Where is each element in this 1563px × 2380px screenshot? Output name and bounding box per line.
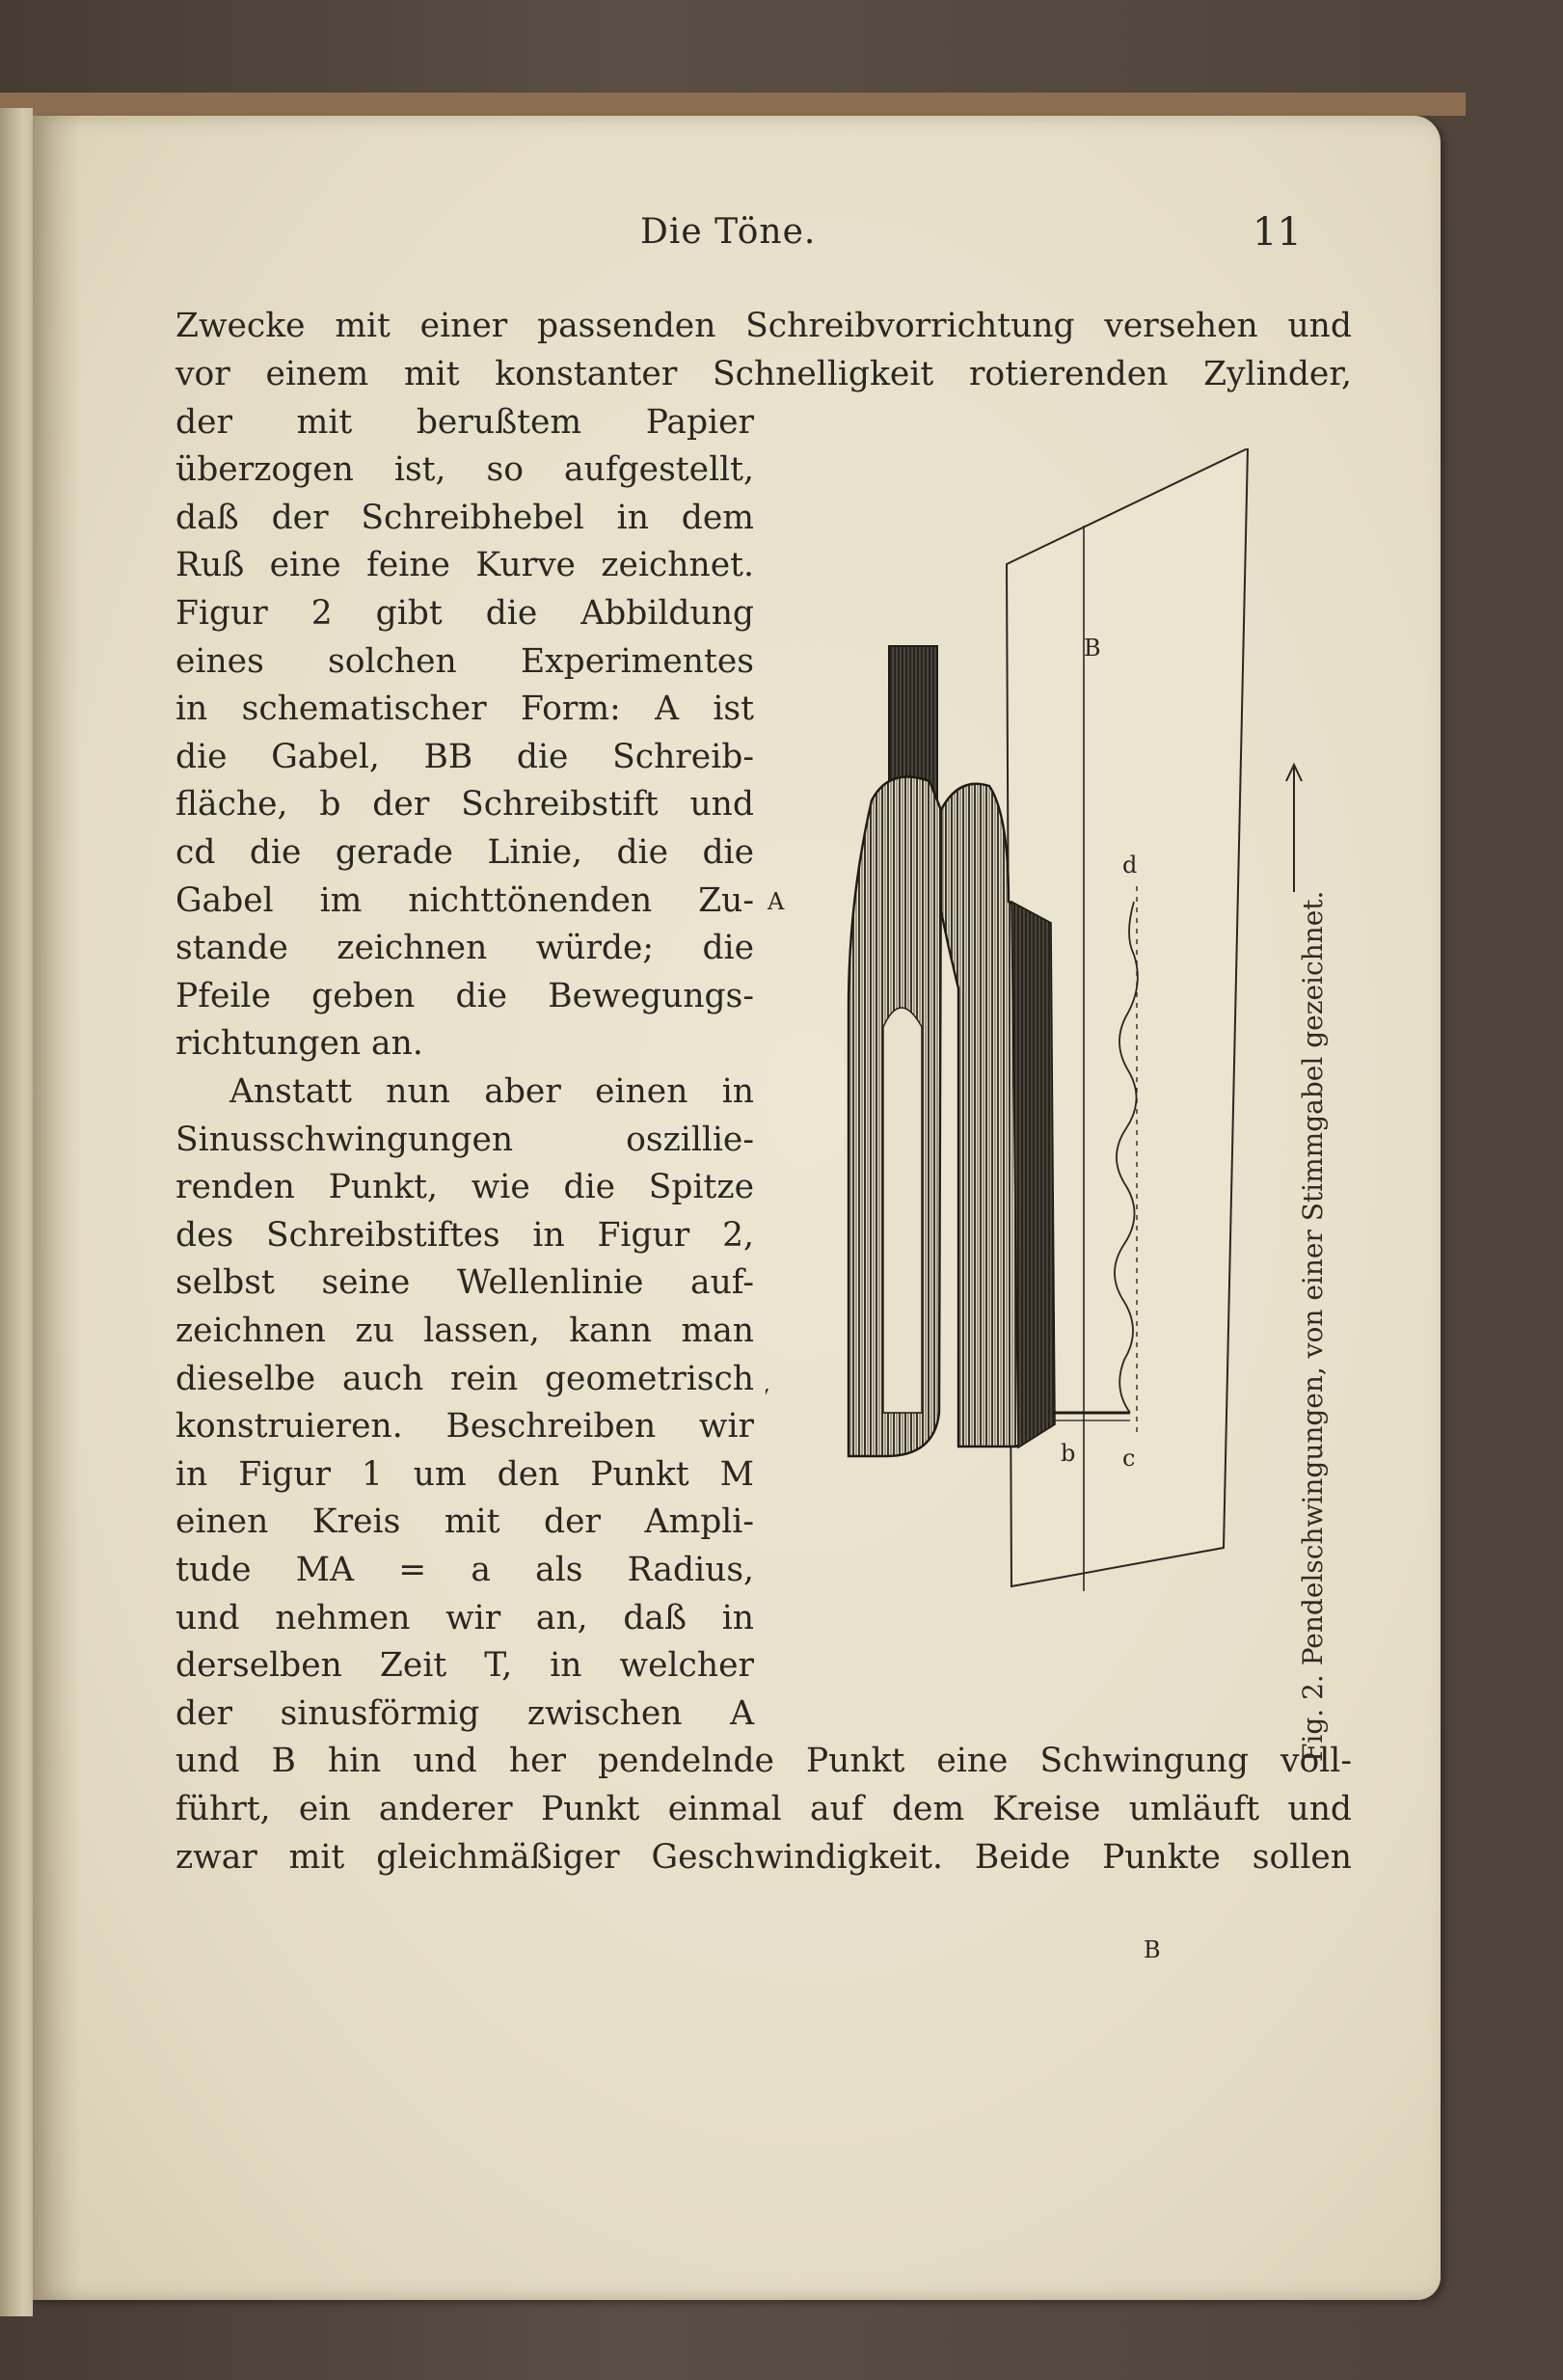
body-line: Zwecke mit einer passenden Schreibvorrichtung versehen und <box>175 307 1352 345</box>
body-line: zeichnen zu lassen, kann man <box>175 1312 754 1350</box>
fork-gap <box>883 1008 922 1413</box>
body-line: in Figur 1 um den Punkt M <box>175 1455 754 1494</box>
body-line: vor einem mit konstanter Schnelligkeit rotierenden Zylinder, <box>175 355 1352 393</box>
body-line: Gabel im nichttönenden Zu- <box>175 881 754 920</box>
body-line: tude MA = a als Radius, <box>175 1551 754 1589</box>
body-line: cd die gerade Linie, die die <box>175 833 754 872</box>
body-line: Anstatt nun aber einen in <box>229 1072 754 1111</box>
body-line: der sinusförmig zwischen A <box>175 1694 754 1733</box>
body-line: die Gabel, BB die Schreib- <box>175 738 754 776</box>
body-line: dieselbe auch rein geometrisch <box>175 1360 754 1398</box>
body-line: Figur 2 gibt die Abbildung <box>175 594 754 633</box>
body-line: konstruieren. Beschreiben wir <box>175 1407 754 1446</box>
label-surface-top: B <box>1084 635 1101 662</box>
label-stylus: b <box>1061 1440 1076 1467</box>
body-line: Pfeile geben die Bewegungs- <box>175 977 754 1015</box>
body-line: des Schreibstiftes in Figur 2, <box>175 1216 754 1255</box>
body-line: richtungen an. <box>175 1024 423 1063</box>
cover-edge <box>0 93 1466 116</box>
body-line: Ruß eine feine Kurve zeichnet. <box>175 546 754 584</box>
label-surface-bottom: B <box>1144 1936 1161 1963</box>
body-line: und nehmen wir an, daß in <box>175 1599 754 1637</box>
fork-prong-face <box>1011 902 1055 1447</box>
arrow-fork-down <box>766 1278 768 1405</box>
body-line: zwar mit gleichmäßiger Geschwindigkeit. Beide Punkte sollen <box>175 1838 1352 1877</box>
label-line-end: d <box>1122 852 1138 879</box>
body-line: in schematischer Form: A ist <box>175 690 754 728</box>
body-line: Sinusschwingungen oszillie- <box>175 1121 754 1159</box>
tuning-fork-figure <box>766 448 1306 1972</box>
figure-caption: Fig. 2. Pendelschwingungen, von einer Stimmgabel gezeichnet. <box>1297 890 1329 1762</box>
body-line: der mit berußtem Papier <box>175 403 754 442</box>
body-line: und B hin und her pendelnde Punkt eine Schwingung voll- <box>175 1742 1352 1780</box>
body-line: renden Punkt, wie die Spitze <box>175 1168 754 1206</box>
page-gutter-shadow <box>33 116 81 2300</box>
body-line: selbst seine Wellenlinie auf- <box>175 1263 754 1302</box>
body-line: einen Kreis mit der Ampli- <box>175 1502 754 1541</box>
body-line: fläche, b der Schreibstift und <box>175 785 754 824</box>
body-line: eines solchen Experimentes <box>175 642 754 681</box>
label-fork: A <box>768 888 785 915</box>
running-head: Die Töne. <box>640 212 817 252</box>
left-page-edge <box>0 108 33 2316</box>
label-line-start: c <box>1122 1445 1136 1472</box>
arrow-surface-up <box>1286 765 1302 892</box>
body-line: derselben Zeit T, in welcher <box>175 1646 754 1685</box>
page-number: 11 <box>1253 210 1302 255</box>
body-line: führt, ein anderer Punkt einmal auf dem Kreise umläuft und <box>175 1790 1352 1828</box>
body-line: stande zeichnen würde; die <box>175 929 754 967</box>
body-line: daß der Schreibhebel in dem <box>175 499 754 537</box>
book-page <box>33 116 1441 2300</box>
body-line: überzogen ist, so aufgestellt, <box>175 450 754 489</box>
